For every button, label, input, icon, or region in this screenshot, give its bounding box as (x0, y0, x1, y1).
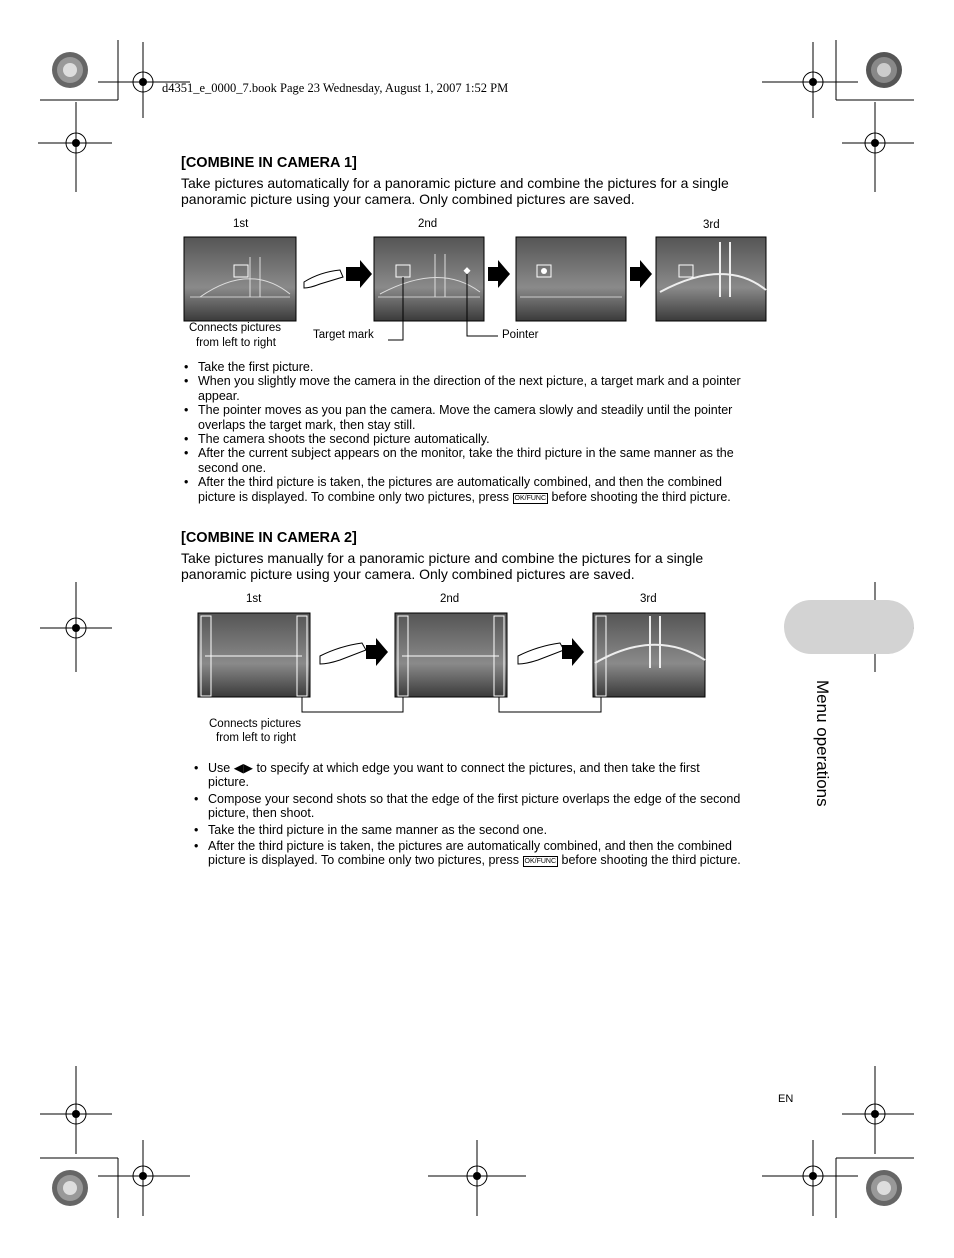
s1-screen-1 (184, 237, 296, 321)
s1-target-mark-label: Target mark (313, 329, 374, 341)
list-item: • Take the third picture in the same manner as the second one. (191, 823, 791, 837)
footer-lang: EN (778, 1093, 794, 1105)
print-header: d4351_e_0000_7.book Page 23 Wednesday, August 1, 2007 1:52 PM (162, 81, 509, 95)
section2-diagram (190, 608, 720, 718)
s1-screen-4 (656, 237, 766, 321)
section1-intro-line2: panoramic picture using your camera. Only combined pictures are saved. (181, 191, 635, 207)
side-tab (784, 600, 914, 654)
list-item: • Compose your second shots so that the edge of the first picture overlaps the edge of the second picture, then shoot. (191, 792, 791, 821)
s1-label-2nd: 2nd (418, 218, 438, 230)
s2-connects-line1: Connects pictures (209, 718, 302, 730)
s2-label-3rd: 3rd (640, 593, 657, 605)
list-item: • Take the first picture. (181, 360, 781, 374)
list-item: • Use ◀▶ to specify at which edge you want to connect the pictures, and then take the first picture. (191, 761, 791, 790)
s1-hand-icon (304, 270, 343, 288)
s1-screen-3 (516, 237, 626, 321)
s2-connects-line2: from left to right (216, 732, 296, 744)
s1-connects-line1: Connects pictures (189, 322, 282, 334)
section1-title: [COMBINE IN CAMERA 1] (181, 155, 357, 171)
ok-func-icon: OK/FUNC (524, 858, 557, 866)
s2-connect-lines (302, 697, 601, 712)
section2-title: [COMBINE IN CAMERA 2] (181, 530, 357, 546)
section2-intro-line1: Take pictures manually for a panoramic picture and combine the pictures for a single (181, 550, 704, 566)
section2-bullets (191, 761, 791, 868)
section1-diagram (180, 232, 780, 352)
list-item: • The pointer moves as you pan the camera. Move the camera slowly and steadily until the pointer overlaps the target mark, then stay still. (181, 403, 781, 432)
side-tab-label: Menu operations (813, 680, 832, 807)
arrow-pad-icon: ◀▶ (233, 761, 253, 775)
s1-label-3rd: 3rd (703, 219, 720, 231)
list-item: • When you slightly move the camera in the direction of the next picture, a target mark and a pointer appear. (181, 374, 781, 403)
section1-intro-line1: Take pictures automatically for a panoramic picture and combine the pictures for a single (181, 175, 729, 191)
s2-label-1st: 1st (246, 593, 262, 605)
list-item: • The camera shoots the second picture automatically. (181, 432, 781, 446)
section2-intro-line2: panoramic picture using your camera. Only combined pictures are saved. (181, 566, 635, 582)
s2-screen-1 (198, 613, 310, 697)
s1-pointer-label: Pointer (502, 329, 539, 341)
s2-screen-2 (395, 613, 507, 697)
list-item: • After the current subject appears on the monitor, take the third picture in the same manner as the second one. (181, 446, 781, 475)
s1-label-1st: 1st (233, 218, 249, 230)
s2-label-2nd: 2nd (440, 593, 460, 605)
list-item: • After the third picture is taken, the pictures are automatically combined, and then the combined picture is displayed. To combine only two pictures, press OK/FUNC before shooting the third picture. (191, 839, 791, 868)
s2-screen-3 (593, 613, 705, 697)
list-item: • After the third picture is taken, the pictures are automatically combined, and then the combined picture is displayed. To combine only two pictures, press OK/FUNC before shooting the third picture. (181, 475, 781, 504)
section1-bullets (181, 360, 781, 504)
ok-func-icon: OK/FUNC (514, 494, 547, 502)
s1-connects-line2: from left to right (196, 337, 276, 349)
